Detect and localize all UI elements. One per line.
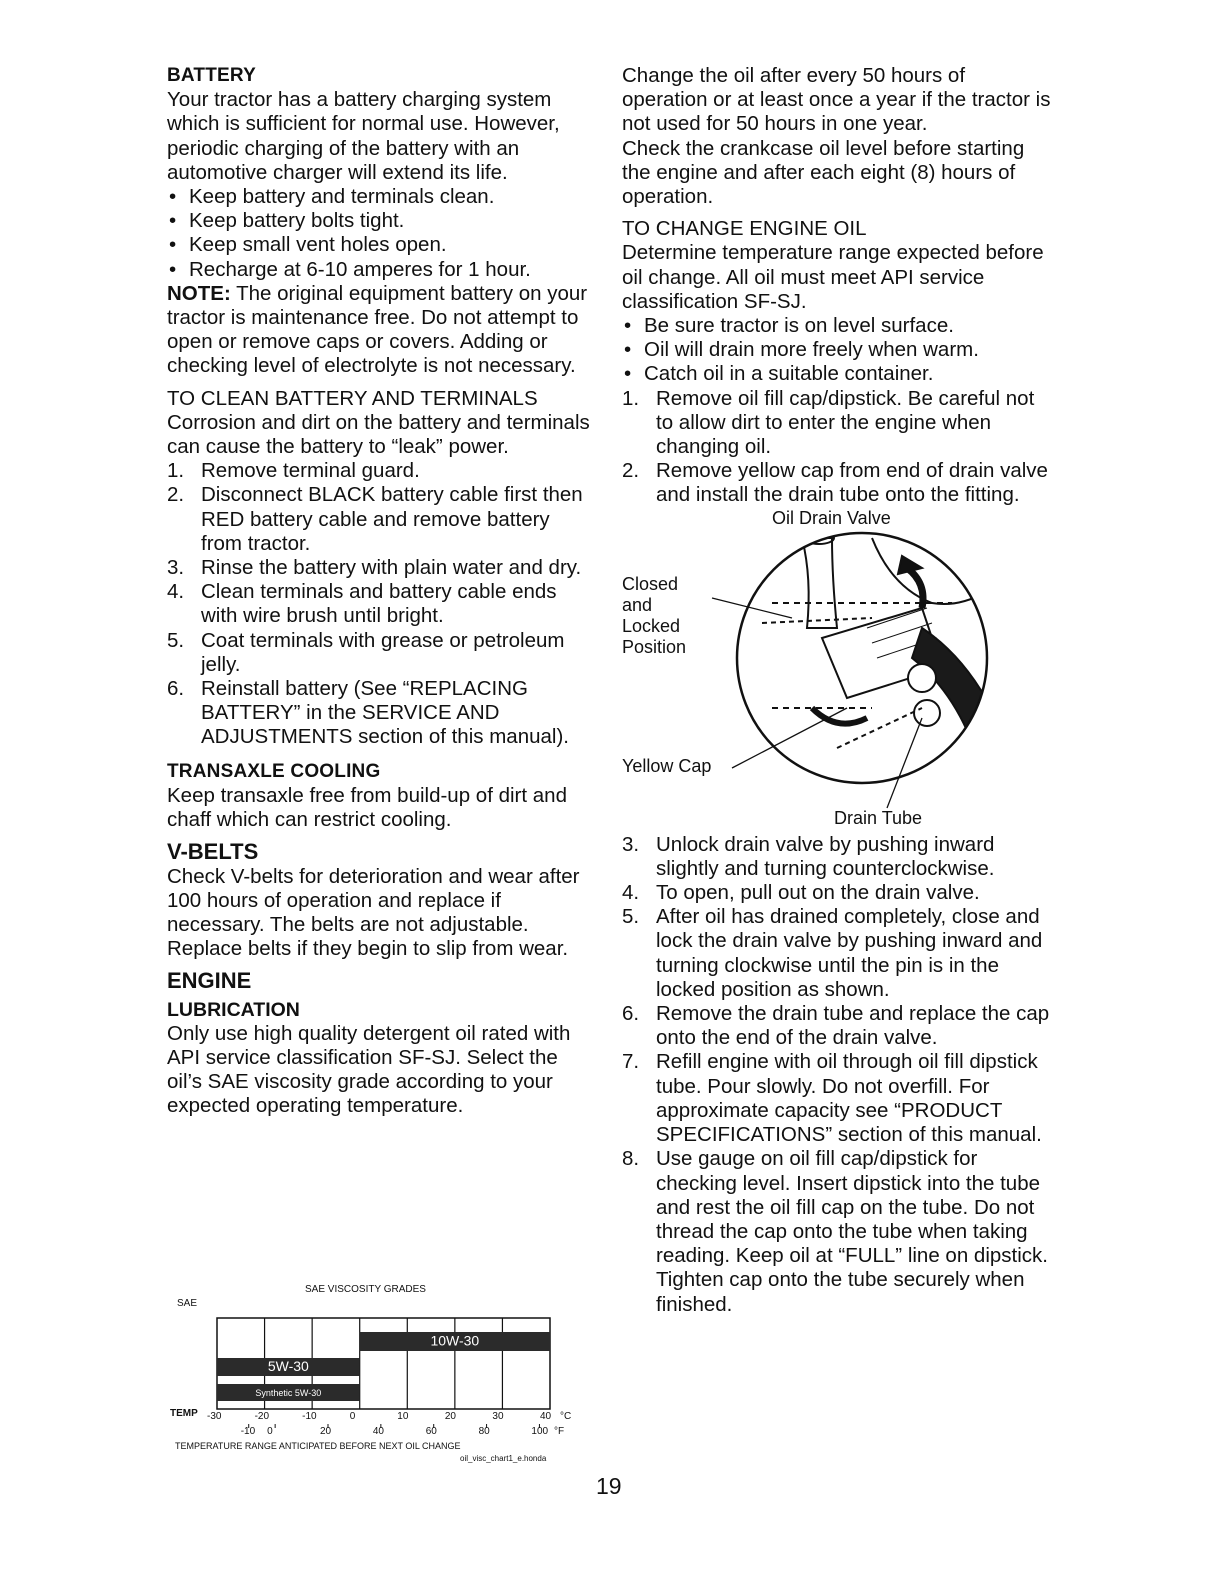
temp-axis-label: TEMP xyxy=(170,1408,198,1419)
fahrenheit-tick: -10 xyxy=(240,1426,256,1437)
step-number: 4. xyxy=(622,881,640,905)
change-bullets xyxy=(622,314,1052,387)
celsius-tick: -30 xyxy=(207,1411,222,1422)
lubrication-heading: LUBRICATION xyxy=(167,998,300,1021)
step-number: 2. xyxy=(167,483,185,507)
list-item: • Keep battery and terminals clean. xyxy=(167,185,592,209)
step-number: 4. xyxy=(167,580,185,604)
list-item xyxy=(167,629,592,677)
page-number: 19 xyxy=(596,1473,622,1499)
note-paragraph xyxy=(167,282,592,379)
step-text: Remove the drain tube and replace the cap onto the end of the drain valve. xyxy=(656,1002,1050,1050)
step-text: Coat terminals with grease or petroleum jelly. xyxy=(201,628,565,676)
step-text: After oil has drained completely, close and lock the drain valve by pushing inward and turning clockwise until the pin is in the locked position as shown. xyxy=(656,905,1043,1001)
list-item xyxy=(622,387,1052,460)
step-number: 3. xyxy=(167,556,185,580)
step-number: 8. xyxy=(622,1147,640,1171)
step-number: 6. xyxy=(622,1002,640,1026)
vbelts-text: Check V-belts for deterioration and wear after 100 hours of operation and replace if necessary. The belts are not adjustable. Replace belts if they begin to slip from wear. xyxy=(167,864,580,961)
bar-label: Synthetic 5W-30 xyxy=(255,1388,322,1399)
fahrenheit-tick: 0 xyxy=(267,1426,273,1437)
list-item xyxy=(167,580,592,628)
change-steps-a xyxy=(622,387,1052,508)
left-column xyxy=(167,64,592,1119)
clean-steps xyxy=(167,459,592,749)
note-text: The original equipment battery on your tractor is maintenance free. Do not attempt to open or remove caps or covers. Adding or checking level of electrolyte is not necessary. xyxy=(167,281,588,378)
step-text: Disconnect BLACK battery cable first then RED battery cable and remove battery from tractor. xyxy=(201,483,583,555)
right-column xyxy=(622,64,1052,1317)
list-item: • Keep battery bolts tight. xyxy=(167,209,592,233)
step-text: Reinstall battery (See “REPLACING BATTERY” in the SERVICE AND ADJUSTMENTS section of this manual). xyxy=(201,677,569,749)
list-item xyxy=(167,483,592,556)
bar-label: 5W-30 xyxy=(267,1357,309,1374)
change-steps-b xyxy=(622,833,1052,1317)
closed-locked-label: Closed and Locked Position xyxy=(622,573,687,657)
celsius-tick: -20 xyxy=(254,1411,270,1422)
vbelts-heading: V-BELTS xyxy=(167,839,259,865)
chart-caption: TEMPERATURE RANGE ANTICIPATED BEFORE NEXT OIL CHANGE xyxy=(175,1441,461,1451)
step-text: To open, pull out on the drain valve. xyxy=(656,881,980,905)
list-item xyxy=(167,459,592,483)
step-text: Remove terminal guard. xyxy=(201,459,420,483)
step-number: 7. xyxy=(622,1050,640,1074)
list-item xyxy=(622,1002,1052,1050)
fahrenheit-tick: 40 xyxy=(372,1426,384,1437)
oil-intro-2: Check the crankcase oil level before starting the engine and after each eight (8) hours of operation. xyxy=(622,136,1025,209)
step-number: 1. xyxy=(167,459,185,483)
oil-drain-valve-figure xyxy=(622,508,1052,833)
transaxle-heading: TRANSAXLE COOLING xyxy=(167,760,381,782)
step-number: 2. xyxy=(622,459,640,483)
celsius-tick: 40 xyxy=(540,1411,552,1422)
celsius-tick: 20 xyxy=(444,1411,456,1422)
list-item: • Recharge at 6-10 amperes for 1 hour. xyxy=(167,258,592,282)
clean-text: Corrosion and dirt on the battery and terminals can cause the battery to “leak” power. xyxy=(167,410,590,459)
celsius-tick: 30 xyxy=(492,1411,504,1422)
figure-title: Oil Drain Valve xyxy=(772,507,891,528)
fahrenheit-tick: 100 xyxy=(531,1426,549,1437)
drain-valve-illustration xyxy=(622,508,1052,833)
list-item xyxy=(622,881,1052,905)
step-number: 5. xyxy=(622,905,640,929)
list-item xyxy=(622,1147,1052,1316)
list-item xyxy=(622,1050,1052,1147)
celsius-tick: -10 xyxy=(302,1411,317,1422)
bar-label: 10W-30 xyxy=(430,1332,480,1349)
battery-bullets xyxy=(167,185,592,282)
step-text: Clean terminals and battery cable ends with wire brush until bright. xyxy=(201,580,557,628)
celsius-tick: 10 xyxy=(397,1411,409,1422)
chart-code: oil_visc_chart1_e.honda xyxy=(460,1454,547,1463)
lubrication-text: Only use high quality detergent oil rated with API service classification SF-SJ. Select the oil’s SAE viscosity grade according to your expected operating temperature. xyxy=(167,1021,571,1118)
oil-intro-1: Change the oil after every 50 hours of operation or at least once a year if the tractor is not used for 50 hours in one year. xyxy=(622,64,1051,136)
step-number: 6. xyxy=(167,677,185,701)
celsius-unit: °C xyxy=(560,1411,572,1422)
step-text: Remove yellow cap from end of drain valve and install the drain tube onto the fitting. xyxy=(656,459,1048,507)
drain-tube-label: Drain Tube xyxy=(834,807,923,828)
yellow-cap-label: Yellow Cap xyxy=(622,755,712,776)
clean-heading: TO CLEAN BATTERY AND TERMINALS xyxy=(167,386,538,410)
chart-title: SAE VISCOSITY GRADES xyxy=(305,1284,426,1295)
change-text: Determine temperature range expected before oil change. All oil must meet API service classification SF-SJ. xyxy=(622,241,1044,313)
note-label: NOTE: xyxy=(167,281,231,305)
list-item: • Be sure tractor is on level surface. xyxy=(622,314,1052,338)
change-heading: TO CHANGE ENGINE OIL xyxy=(622,217,867,241)
battery-heading: BATTERY xyxy=(167,65,257,86)
step-text: Remove oil fill cap/dipstick. Be careful not to allow dirt to enter the engine when changing oil. xyxy=(656,386,1035,459)
step-text: Unlock drain valve by pushing inward slightly and turning counterclockwise. xyxy=(656,832,995,880)
list-item xyxy=(622,905,1052,1002)
engine-heading: ENGINE xyxy=(167,968,252,994)
step-text: Use gauge on oil fill cap/dipstick for checking level. Insert dipstick into the tube and rest the oil fill cap on the tube. Do not thread the cap onto the tube when taking reading. Keep oil at “FULL” line on dipstick. Tighten cap onto the tube securely when finished. xyxy=(656,1147,1048,1316)
fahrenheit-tick: 60 xyxy=(425,1426,437,1437)
transaxle-text: Keep transaxle free from build-up of dirt and chaff which can restrict cooling. xyxy=(167,783,567,832)
sae-axis-label: SAE xyxy=(177,1298,198,1309)
fahrenheit-unit: °F xyxy=(554,1426,565,1437)
list-item: • Oil will drain more freely when warm. xyxy=(622,338,1052,362)
list-item: • Keep small vent holes open. xyxy=(167,233,592,257)
celsius-tick: 0 xyxy=(349,1411,356,1422)
fahrenheit-tick: 20 xyxy=(320,1426,332,1437)
step-text: Rinse the battery with plain water and dry. xyxy=(201,556,582,580)
list-item xyxy=(622,459,1052,507)
list-item xyxy=(167,677,592,750)
step-number: 1. xyxy=(622,386,640,410)
step-number: 3. xyxy=(622,832,640,856)
battery-text: Your tractor has a battery charging system which is sufficient for normal use. However, periodic charging of the battery with an automotive charger will extend its life. xyxy=(167,88,560,184)
step-text: Refill engine with oil through oil fill dipstick tube. Pour slowly. Do not overfill. For approximate capacity see “PRODUCT SPECIFICATIONS” section of this manual. xyxy=(656,1050,1042,1147)
fahrenheit-tick: 80 xyxy=(478,1426,490,1437)
sae-viscosity-chart xyxy=(160,1280,600,1475)
step-number: 5. xyxy=(167,628,185,652)
list-item xyxy=(622,833,1052,881)
list-item xyxy=(167,556,592,580)
list-item: • Catch oil in a suitable container. xyxy=(622,362,1052,386)
